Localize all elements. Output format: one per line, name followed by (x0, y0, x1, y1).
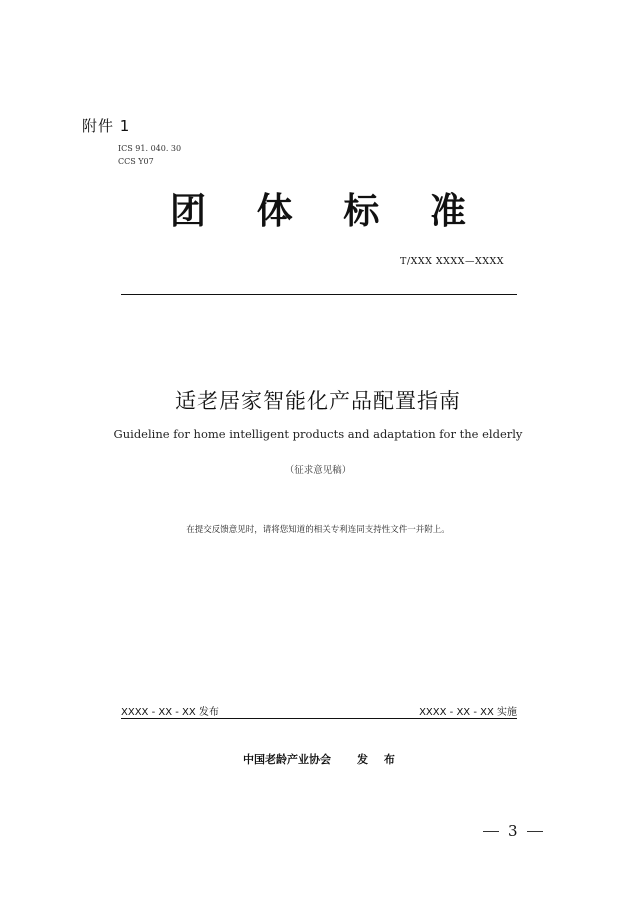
standard-title-char: 体 (256, 191, 293, 232)
page-number: 3 (508, 822, 518, 840)
standard-title-char: 团 (170, 191, 207, 232)
attachment-label: 附件 1 (82, 117, 131, 135)
standard-code: T/XXX XXXX—XXXX (400, 256, 504, 267)
page-dash-right (527, 831, 543, 832)
standard-title-char: 准 (429, 191, 466, 232)
patent-notice: 在提交反馈意见时，请将您知道的相关专利连同支持性文件一并附上。 (186, 525, 450, 535)
bottom-divider (121, 718, 517, 719)
publisher-name: 中国老龄产业协会 (243, 753, 331, 766)
publish-label: 发 布 (357, 753, 401, 766)
document-english-title: Guideline for home intelligent products and adaptation for the elderly (113, 427, 523, 441)
issue-date: XXXX - XX - XX 发布 (121, 707, 219, 718)
top-divider (121, 294, 517, 295)
implementation-date: XXXX - XX - XX 实施 (419, 707, 517, 718)
draft-status-label: （征求意见稿） (284, 465, 352, 476)
page-dash-left (483, 831, 499, 832)
standard-type-title (170, 183, 466, 234)
ics-code: ICS 91. 040. 30 (118, 144, 182, 153)
page-number-block (483, 822, 543, 840)
document-title: 适老居家智能化产品配置指南 (175, 389, 461, 413)
standard-title-char: 标 (343, 191, 380, 232)
ccs-code: CCS Y07 (118, 157, 154, 166)
